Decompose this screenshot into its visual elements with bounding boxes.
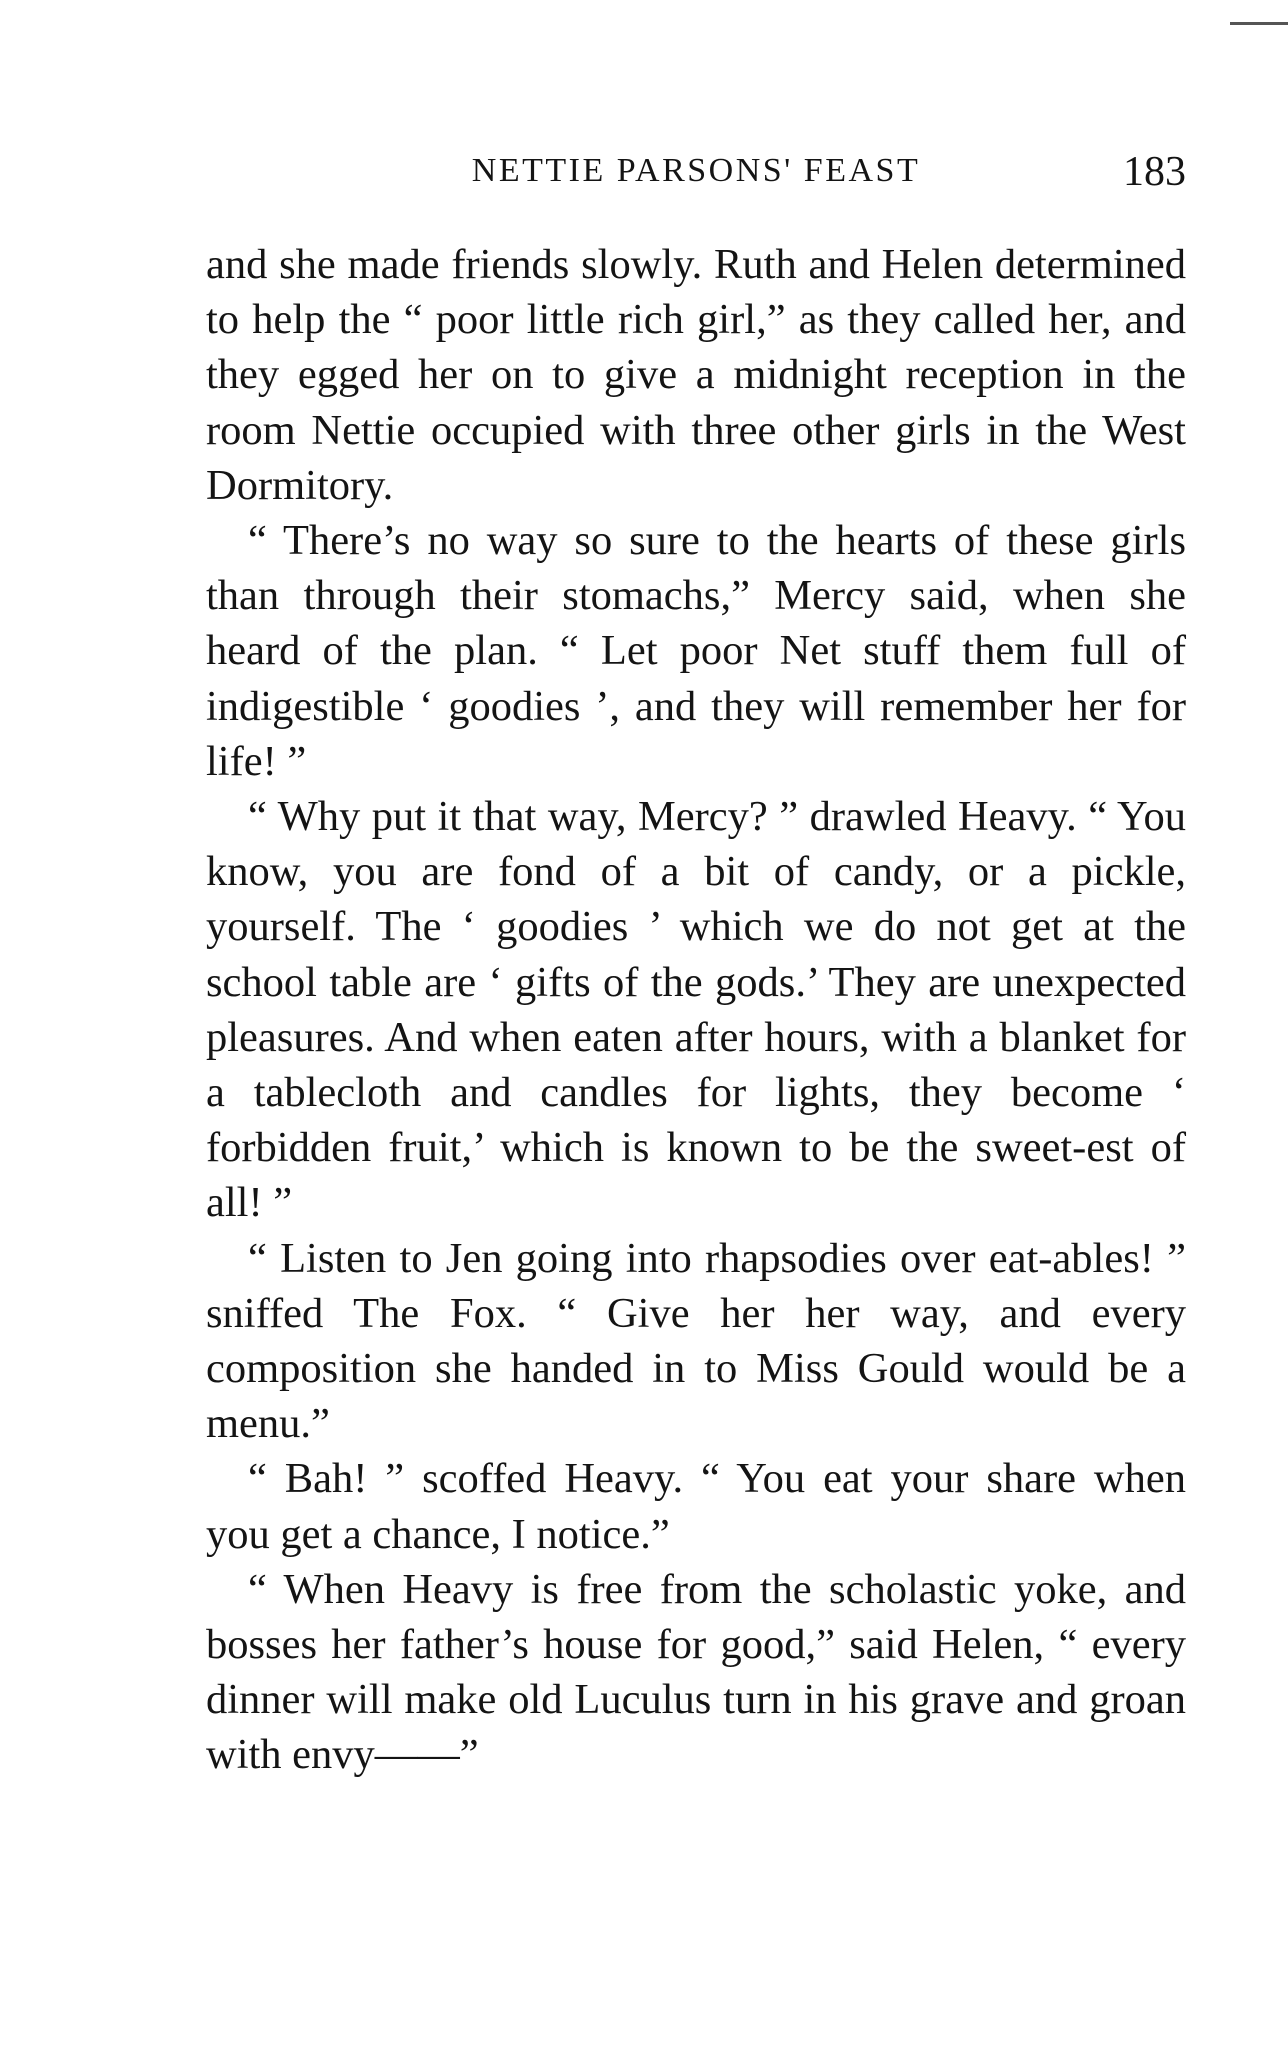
page-number: 183 [1123,149,1186,195]
paragraph: “ There’s no way so sure to the hearts of these girls than through their stomachs,” Mercy said, when she heard of the plan. “ Let poor Net stuff them full of indigestible ‘ goodies ’, and they will remember her for life! ” [206,517,1186,785]
paragraph: “ When Heavy is free from the scholastic yoke, and bosses her father’s house for good,” said Helen, “ every dinner will make old Luculus turn in his grave and groan with envy——” [206,1565,1186,1779]
paragraph: “ Listen to Jen going into rhapsodies over eat-ables! ” sniffed The Fox. “ Give her her way, and every composition she handed in to Miss Gould would be a menu.” [206,1234,1186,1448]
paragraph: “ Why put it that way, Mercy? ” drawled Heavy. “ You know, you are fond of a bit of candy, or a pickle, yourself. The ‘ goodies ’ which we do not get at the school table are ‘ gifts of the gods.’ They are unexpected pleasures. And when eaten after hours, with a blanket for a tablecloth and candles for lights, they become ‘ forbidden fruit,’ which is known to be the sweet-est of all! ” [206,793,1186,1227]
page-header [206,149,1186,202]
paragraph: and she made friends slowly. Ruth and Helen determined to help the “ poor little rich girl,” as they called her, and they egged her on to give a midnight reception in the room Nettie occupied with three other girls in the West Dormitory. [206,241,1186,509]
scan-edge-mark [1230,22,1288,25]
running-head: NETTIE PARSONS' FEAST [471,152,921,189]
body-text [206,237,1186,1783]
paragraph: “ Bah! ” scoffed Heavy. “ You eat your share when you get a chance, I notice.” [206,1455,1186,1558]
